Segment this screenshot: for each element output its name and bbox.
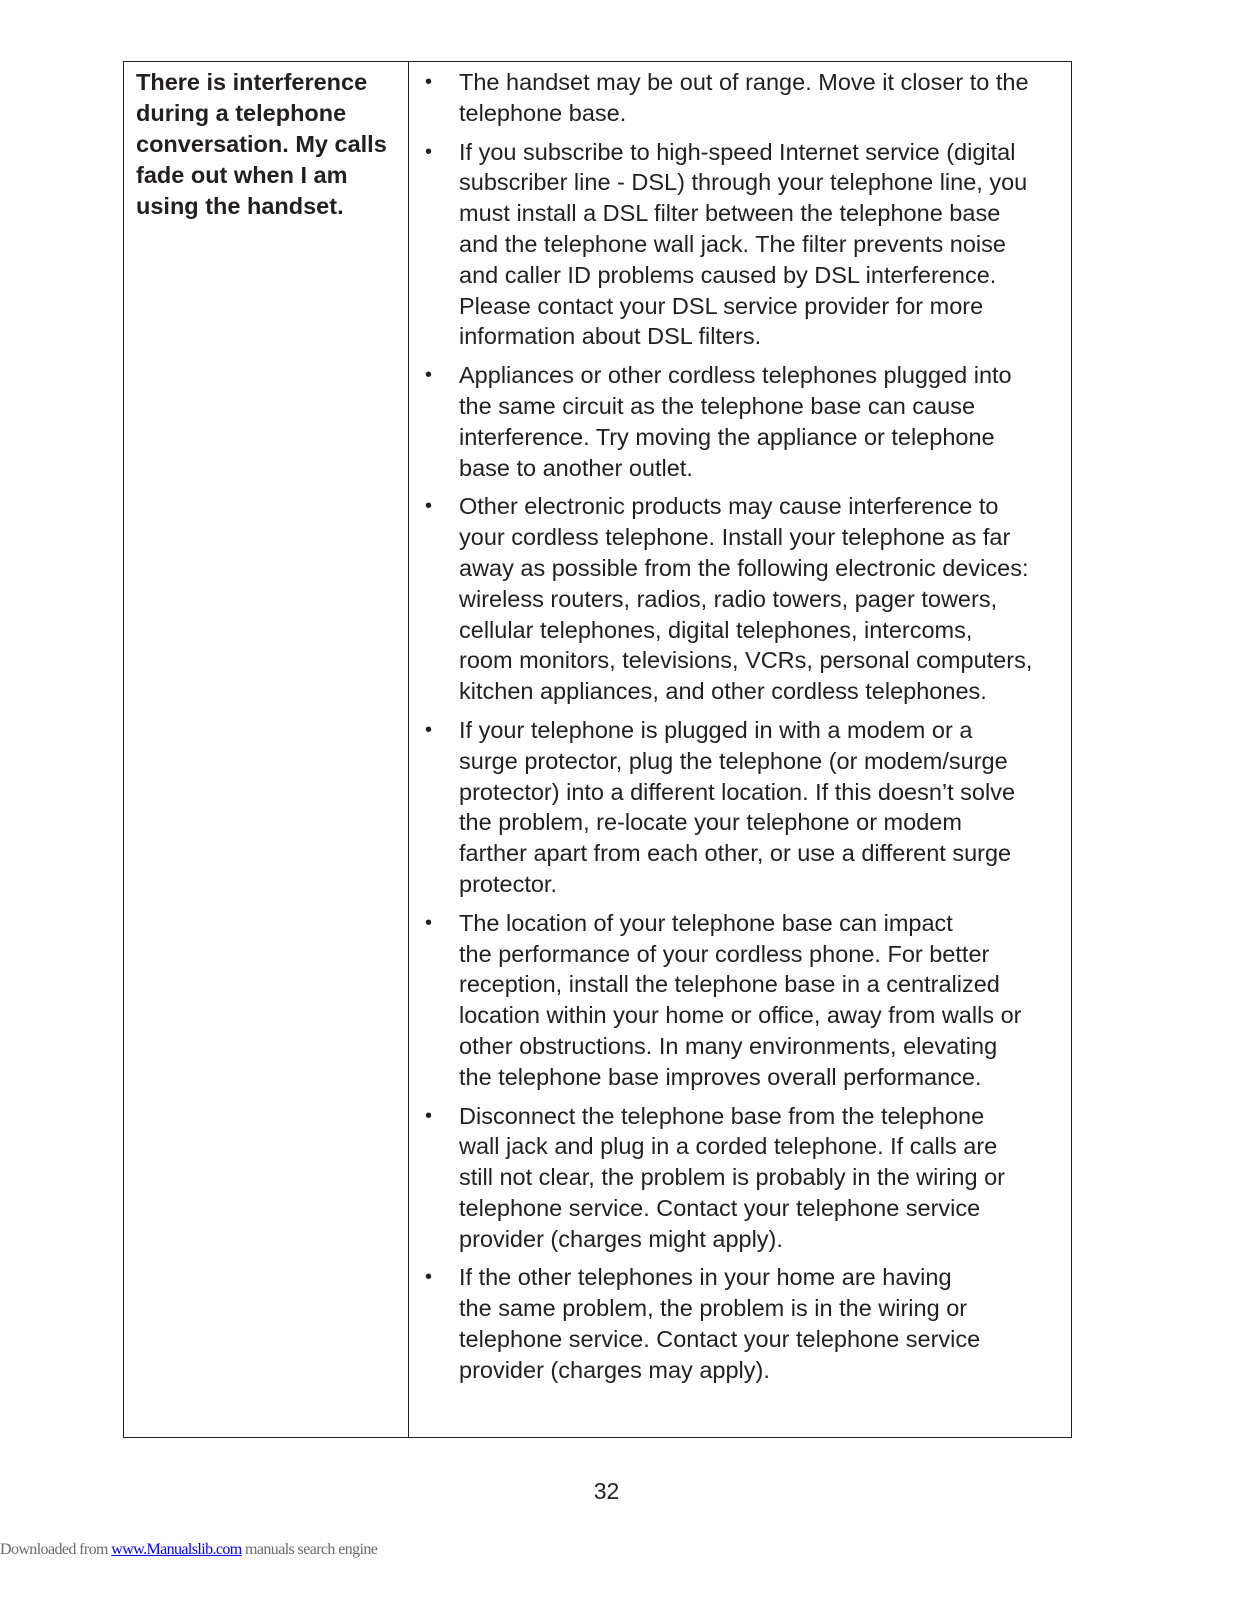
solution-text: If your telephone is plugged in with a modem or a surge protector, plug the telephone (or modem/surge protector) into a different location. If this doesn’t solve the problem, re-locate your telephone or modem farther apart from each other, or use a different surge protector. <box>459 716 1016 897</box>
bullet-icon: • <box>425 71 433 93</box>
download-footer <box>0 1541 377 1559</box>
footer-suffix: manuals search engine <box>241 1541 378 1558</box>
solution-list <box>409 67 1071 1386</box>
bullet-icon: • <box>425 140 433 163</box>
solution-item <box>409 715 1071 900</box>
bullet-icon: • <box>425 495 433 518</box>
solution-item <box>409 1262 1071 1385</box>
bullet-icon: • <box>425 1104 433 1127</box>
solution-text: Disconnect the telephone base from the telephone wall jack and plug in a corded telephone. If calls are still not clear, the problem is probably in the wiring or telephone service. Contact your telephone service provider (charges might apply). <box>459 1102 1005 1252</box>
page-number: 32 <box>593 1478 620 1504</box>
solution-text: The handset may be out of range. Move it closer to the telephone base. <box>459 69 1029 126</box>
troubleshooting-table <box>123 61 1072 1438</box>
solution-item <box>409 908 1071 1093</box>
bullet-icon: • <box>425 718 433 741</box>
solution-text: The location of your telephone base can impact the performance of your cordless phone. For better reception, install the telephone base in a centralized location within your home or office, away from walls or other obstructions. In many environments, elevating the telephone base improves overall performance. <box>459 909 1022 1090</box>
solution-item <box>409 67 1071 129</box>
solution-item <box>409 491 1071 707</box>
bullet-icon: • <box>425 364 433 387</box>
solution-item <box>409 1101 1071 1255</box>
solution-text: If you subscribe to high-speed Internet service (digital subscriber line - DSL) through your telephone line, you must install a DSL filter between the telephone base and the telephone wall jack. The filter prevents noise and caller ID problems caused by DSL interference. Please contact your DSL service provider for more information about DSL filters. <box>459 138 1028 350</box>
solution-text: If the other telephones in your home are having the same problem, the problem is in the wiring or telephone service. Contact your telephone service provider (charges may apply). <box>459 1264 981 1383</box>
footer-prefix: Downloaded from <box>0 1541 112 1558</box>
solution-text: Appliances or other cordless telephones plugged into the same circuit as the telephone base can cause interference. Try moving the appliance or telephone base to another outlet. <box>459 362 1012 481</box>
solution-column <box>409 62 1071 1437</box>
manualslib-link[interactable]: www.Manualslib.com <box>111 1541 242 1558</box>
solution-text: Other electronic products may cause interference to your cordless telephone. Install your telephone as far away as possible from the following electronic devices: wireless routers, radios, radio towers, pager towers, cellular telephones, digital telephones, intercoms, room monitors, televisions, VCRs, personal computers, kitchen appliances, and other cordless telephones. <box>459 493 1033 705</box>
bullet-icon: • <box>425 911 433 934</box>
bullet-icon: • <box>425 1266 433 1289</box>
solution-item <box>409 360 1071 483</box>
solution-item <box>409 137 1071 353</box>
problem-text: There is interference during a telephone conversation. My calls fade out when I am using the handset. <box>136 69 387 219</box>
problem-column <box>124 62 409 1437</box>
